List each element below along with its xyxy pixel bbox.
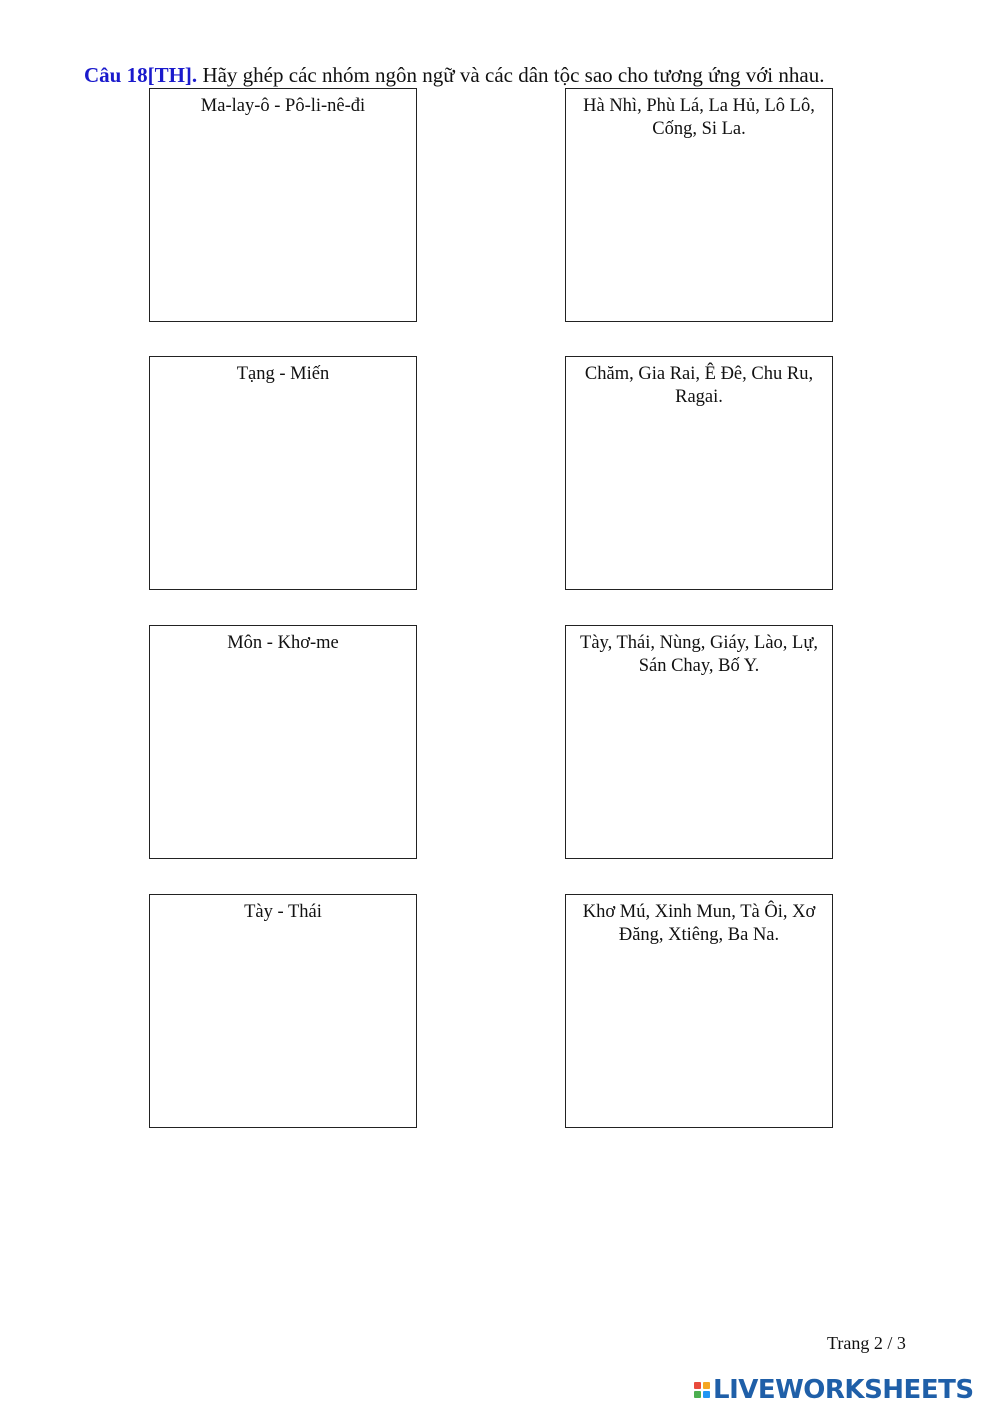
- ethnic-box-label: Hà Nhì, Phù Lá, La Hủ, Lô Lô, Cống, Si La.: [583, 96, 815, 139]
- question-prompt: [84, 61, 824, 89]
- question-text: Hãy ghép các nhóm ngôn ngữ và các dân tộc sao cho tương ứng với nhau.: [197, 63, 825, 87]
- ethnic-box-2[interactable]: [565, 356, 833, 590]
- liveworksheets-logo-icon: [694, 1382, 710, 1398]
- group-box-3[interactable]: [149, 625, 417, 859]
- group-box-4[interactable]: [149, 894, 417, 1128]
- group-box-label: Tày - Thái: [244, 902, 322, 922]
- ethnic-box-label: Chăm, Gia Rai, Ê Đê, Chu Ru, Ragai.: [584, 364, 814, 407]
- brand-name: LIVEWORKSHEETS: [713, 1375, 974, 1405]
- ethnic-box-3[interactable]: [565, 625, 833, 859]
- ethnic-box-label: Khơ Mú, Xinh Mun, Tà Ôi, Xơ Đăng, Xtiêng, Ba Na.: [582, 902, 816, 945]
- ethnic-box-label: Tày, Thái, Nùng, Giáy, Lào, Lự, Sán Chay, Bố Y.: [580, 633, 818, 676]
- group-box-label: Tạng - Miến: [236, 364, 330, 384]
- group-box-label: Môn - Khơ-me: [227, 633, 339, 653]
- brand-logo: [694, 1373, 974, 1407]
- page-number: Trang 2 / 3: [827, 1333, 906, 1353]
- group-box-label: Ma-lay-ô - Pô-li-nê-đi: [200, 96, 366, 116]
- group-box-2[interactable]: [149, 356, 417, 590]
- question-number: Câu 18[TH].: [84, 63, 198, 87]
- ethnic-box-4[interactable]: [565, 894, 833, 1128]
- group-box-1[interactable]: [149, 88, 417, 322]
- ethnic-box-1[interactable]: [565, 88, 833, 322]
